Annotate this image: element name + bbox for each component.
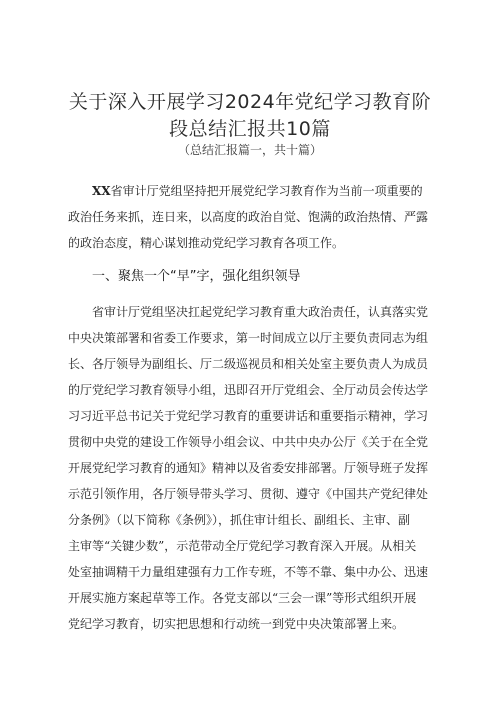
body-line: 长、各厅领导为副组长、厅二级巡视员和相关处室主要负责人为成员 <box>68 357 429 371</box>
intro-line <box>68 178 438 204</box>
intro-prefix: XX <box>92 184 111 198</box>
body-line: 的厅党纪学习教育领导小组，迅即召开厅党组会、全厅动员会传达学 <box>68 383 429 397</box>
body-line: 分条例》（以下简称《条例》），抓住审计组长、副组长、主审、副 <box>68 513 411 527</box>
document-title-line-1: 关于深入开展学习2024年党纪学习教育阶 <box>68 91 432 113</box>
body-line: 开展党纪学习教育的通知》精神以及省委安排部署。厅领导班子发挥 <box>68 461 429 475</box>
body-line: 主审等“关键少数”，示范带动全厅党纪学习教育深入开展。从相关 <box>68 539 417 553</box>
body-paragraph <box>68 299 438 637</box>
intro-line: 政治任务来抓，连日来，以高度的政治自觉、饱满的政治热情、严露 <box>68 210 429 224</box>
body-line: 贯彻中央党的建设工作领导小组会议、中共中央办公厅《关于在全党 <box>68 435 429 449</box>
document-subtitle: （总结汇报篇一，共十篇） <box>177 143 322 157</box>
body-line: 中央决策部署和省委工作要求，第一时间成立以厅主要负责同志为组 <box>68 331 429 345</box>
section-heading: 一、聚焦一个“早”字，强化组织领导 <box>92 269 301 284</box>
body-line: 党纪学习教育，切实把思想和行动统一到党中央决策部署上来。 <box>68 617 405 631</box>
body-line: 习习近平总书记关于党纪学习教育的重要讲话和重要指示精神，学习 <box>68 409 429 423</box>
body-line: 示范引领作用，各厅领导带头学习、贯彻、遵守《中国共产党纪律处 <box>68 487 429 501</box>
body-line: 省审计厅党组坚决扛起党纪学习教育重大政治责任，认真落实党 <box>92 305 429 319</box>
intro-paragraph <box>68 178 438 256</box>
intro-line: 的政治态度，精心谋划推动党纪学习教育各项工作。 <box>68 236 345 250</box>
intro-line-text: 省审计厅党组坚持把开展党纪学习教育作为当前一项重要的 <box>110 184 423 198</box>
document-title-line-2: 段总结汇报共10篇 <box>169 118 331 140</box>
body-line: 开展实施方案起草等工作。各党支部以“三会一课”等形式组织开展 <box>68 591 417 605</box>
body-line: 处室抽调精干力量组建强有力工作专班，不等不靠、集中办公、迅速 <box>68 565 429 579</box>
